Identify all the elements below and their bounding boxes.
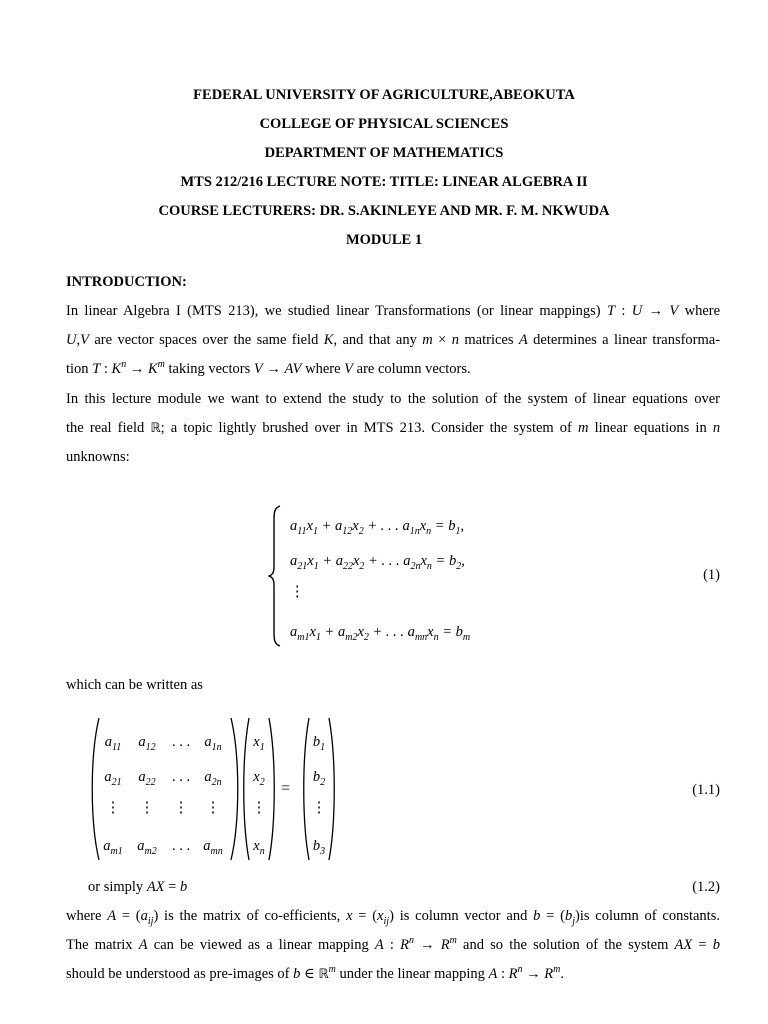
or-simply-line: or simply AX = b: [88, 879, 188, 895]
course-title: MTS 212/216 LECTURE NOTE: TITLE: LINEAR ALGEBRA II: [180, 174, 588, 190]
variable-vector: $x_1$ $x_2$ ⋮ $x_n$: [242, 716, 276, 862]
intro-line-5: the real field ℝ; a topic lightly brushed over in MTS 213. Consider the system of m linear equations in n: [66, 420, 721, 436]
intro-line-4: In this lecture module we want to extend the study to the solution of the system of linear equations over: [66, 391, 720, 407]
equation-number-1: (1): [703, 567, 720, 583]
department-title: DEPARTMENT OF MATHEMATICS: [264, 145, 504, 161]
equation-ellipsis: ⋮: [290, 584, 305, 600]
equation-row-m: $a_{m1}x_1 + a_{m2}x_2$ + . . . $a_{mn}x_n = b_m$: [290, 624, 471, 643]
coefficient-matrix: $a_{11}$ $a_{12}$ . . . $a_{1n}$ $a_{21}$ $a_{22}$ . . . $a_{2n}$ ⋮ ⋮ ⋮ ⋮ $a_{m1}$ $a_{m2}$ . . . $a_{mn}$: [90, 716, 240, 862]
equation-number-1-1: (1.1): [692, 782, 720, 798]
preimage-line: should be understood as pre-images of b ∈ ℝ$^m$ under the linear mapping A : $R^n \to R^m$.: [66, 964, 564, 982]
lecturers-line: COURSE LECTURERS: DR. S.AKINLEYE AND MR. F. M. NKWUDA: [158, 203, 610, 219]
equation-number-1-2: (1.2): [692, 879, 720, 895]
constant-vector: $b_1$ $b_2$ ⋮ $b_3$: [302, 716, 336, 862]
intro-line-6: unknowns:: [66, 449, 130, 465]
mapping-line: The matrix A can be viewed as a linear mapping A : $R^n \to R^m$ and so the solution of the system AX = b: [66, 935, 721, 953]
intro-line-1: In linear Algebra I (MTS 213), we studied linear Transformations (or linear mappings) T : U → V where: [66, 303, 721, 319]
module-title: MODULE 1: [345, 232, 423, 248]
definition-line: where $A = (a_{ij})$ is the matrix of co-efficients, $x = (x_{ij})$ is column vector and $b = (b_j)is$ column of constants.: [66, 908, 720, 927]
college-title: COLLEGE OF PHYSICAL SCIENCES: [259, 116, 509, 132]
written-as-text: which can be written as: [66, 677, 203, 693]
university-title: FEDERAL UNIVERSITY OF AGRICULTURE,ABEOKUTA: [193, 87, 575, 103]
section-heading: INTRODUCTION:: [66, 274, 187, 290]
intro-line-2: U,V are vector spaces over the same field K, and that any m × n matrices A determines a linear transforma-: [66, 332, 721, 348]
left-brace-icon: [268, 505, 282, 647]
equation-row-2: $a_{21}x_1 + a_{22}x_2$ + . . . $a_{2n}x_n = b_2$,: [290, 553, 465, 572]
equation-row-1: $a_{11}x_1 + a_{12}x_2$ + . . . $a_{1n}x_n = b_1$,: [290, 518, 465, 537]
equals-sign: =: [281, 780, 291, 797]
intro-line-3: tion T : $K^n \to K^m$ taking vectors V → AV where V are column vectors.: [66, 359, 471, 377]
